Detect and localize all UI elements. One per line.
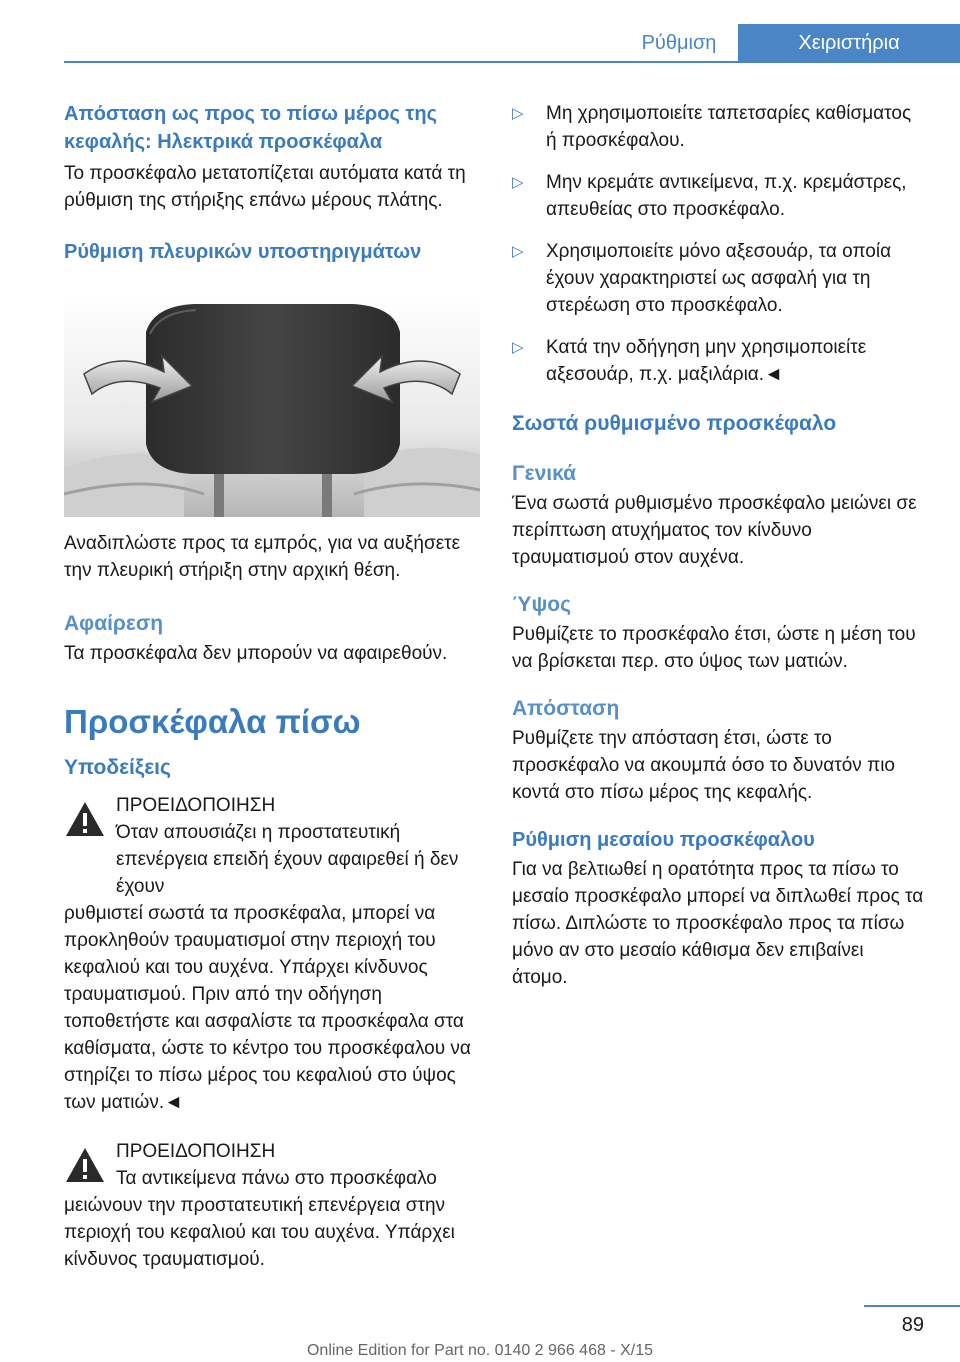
heading-distance: Απόσταση	[512, 697, 620, 720]
list-item	[512, 238, 924, 319]
bullet-triangle-icon: ▷	[512, 174, 524, 191]
para-general: Ένα σωστά ρυθμισμένο προσκέφαλο μειώνει σε περίπτωση ατυχήματος τον κίνδυνο τραυματισμού στον αυχένα.	[512, 493, 917, 568]
heading-correct-headrest: Σωστά ρυθμισμένο προσκέφαλο	[512, 412, 837, 435]
para-electric-headrest: Το προσκέφαλο μετατοπίζεται αυτόματα κατά τη ρύθμιση της στήριξης επάνω μέρους πλάτης.	[64, 163, 466, 211]
bullet-triangle-icon: ▷	[512, 243, 524, 260]
warning-icon	[64, 1146, 106, 1184]
right-column	[512, 100, 924, 991]
page-number: 89	[901, 1314, 924, 1336]
para-middle-headrest: Για να βελτιωθεί η ορατότητα προς τα πίσω το μεσαίο προσκέφαλο μπορεί να διπλωθεί προς τα πίσω. Διπλώστε το προσκέφαλο προς τα πίσω μόνο αν στο μεσαίο κάθισμα δεν επιβαίνει άτομο.	[512, 859, 924, 988]
bullet-text: Μην κρεμάτε αντικείμενα, π.χ. κρεμάστρες, απευθείας στο προσκέφαλο.	[546, 172, 907, 220]
photo-caption: Αναδιπλώστε προς τα εμπρός, για να αυξήσετε την πλευρική στήριξη στην αρχική θέση.	[64, 533, 461, 581]
para-height: Ρυθμίζετε το προσκέφαλο έτσι, ώστε η μέση του να βρίσκεται περ. στο ύψος των ματιών.	[512, 624, 916, 672]
warning-icon	[64, 800, 106, 838]
footer-rule	[864, 1305, 960, 1307]
header-bar	[0, 24, 960, 62]
list-item	[512, 169, 924, 223]
heading-removal: Αφαίρεση	[64, 612, 164, 635]
header-section-ruthmisi: Ρύθμιση	[641, 31, 717, 54]
footer-edition: Online Edition for Part no. 0140 2 966 468 - X/15	[306, 1342, 653, 1359]
warning-block-2	[64, 1138, 480, 1273]
heading-rear-headrests: Προσκέφαλα πίσω	[64, 703, 361, 740]
heading-side-supports: Ρύθμιση πλευρικών υποστηριγμάτων	[64, 241, 422, 263]
warning-block-1	[64, 792, 480, 1116]
header-rule	[64, 61, 960, 63]
bullet-text: Χρησιμοποιείτε μόνο αξεσουάρ, τα οποία έχουν χαρακτηριστεί ως ασφαλή για τη στερέωση στο προσκέφαλο.	[546, 241, 892, 316]
bullet-text: Κατά την οδήγηση μην χρησιμοποιείτε αξεσουάρ, π.χ. μαξιλάρια.◄	[546, 337, 867, 385]
list-item	[512, 100, 924, 154]
warning-1-line1: Όταν απουσιάζει η προστατευτική επενέργεια επειδή έχουν αφαιρεθεί ή δεν έχουν	[116, 822, 459, 897]
heading-notes: Υποδείξεις	[64, 756, 171, 779]
bullet-text: Μη χρησιμοποιείτε ταπετσαρίες καθίσματος ή προσκέφαλου.	[546, 103, 912, 151]
warning-2-line1: Τα αντικείμενα πάνω στο προσκέφαλο	[116, 1168, 437, 1189]
headrest-photo	[64, 294, 480, 517]
bullet-triangle-icon: ▷	[512, 105, 524, 122]
left-column	[64, 100, 480, 1273]
heading-general: Γενικά	[512, 462, 577, 485]
list-item	[512, 334, 924, 388]
warning-2-body: μειώνουν την προστατευτική επενέργεια στην περιοχή του κεφαλιού και του αυχένα. Υπάρχει κίνδυνος τραυματισμού.	[64, 1195, 455, 1270]
para-removal: Τα προσκέφαλα δεν μπορούν να αφαιρεθούν.	[64, 643, 448, 664]
heading-distance-electric: Απόσταση ως προς το πίσω μέρος της κεφαλής: Ηλεκτρικά προσκέφαλα	[64, 103, 437, 153]
header-chapter-tab: Χειριστήρια	[738, 24, 960, 62]
heading-height: Ύψος	[512, 593, 572, 616]
para-distance: Ρυθμίζετε την απόσταση έτσι, ώστε το προσκέφαλο να ακουμπά όσο το δυνατόν πιο κοντά στο πίσω μέρος της κεφαλής.	[512, 728, 895, 803]
bullet-triangle-icon: ▷	[512, 339, 524, 356]
warning-2-title: ΠΡΟΕΙΔΟΠΟΙΗΣΗ	[116, 1141, 276, 1162]
heading-middle-headrest: Ρύθμιση μεσαίου προσκέφαλου	[512, 829, 815, 851]
warning-1-title: ΠΡΟΕΙΔΟΠΟΙΗΣΗ	[116, 795, 276, 816]
warning-1-body: ρυθμιστεί σωστά τα προσκέφαλα, μπορεί να προκληθούν τραυματισμοί στην περιοχή του κεφαλιού και του αυχένα. Υπάρχει κίνδυνος τραυματισμού. Πριν από την οδήγηση τοποθετήστε και ασφαλίστε τα προσκέφαλα στα καθίσματα, ώστε το κέντρο του προσκέφαλου να στηρίζει το πίσω μέρος του κεφαλιού στο ύψος των ματιών.◄	[64, 903, 471, 1113]
